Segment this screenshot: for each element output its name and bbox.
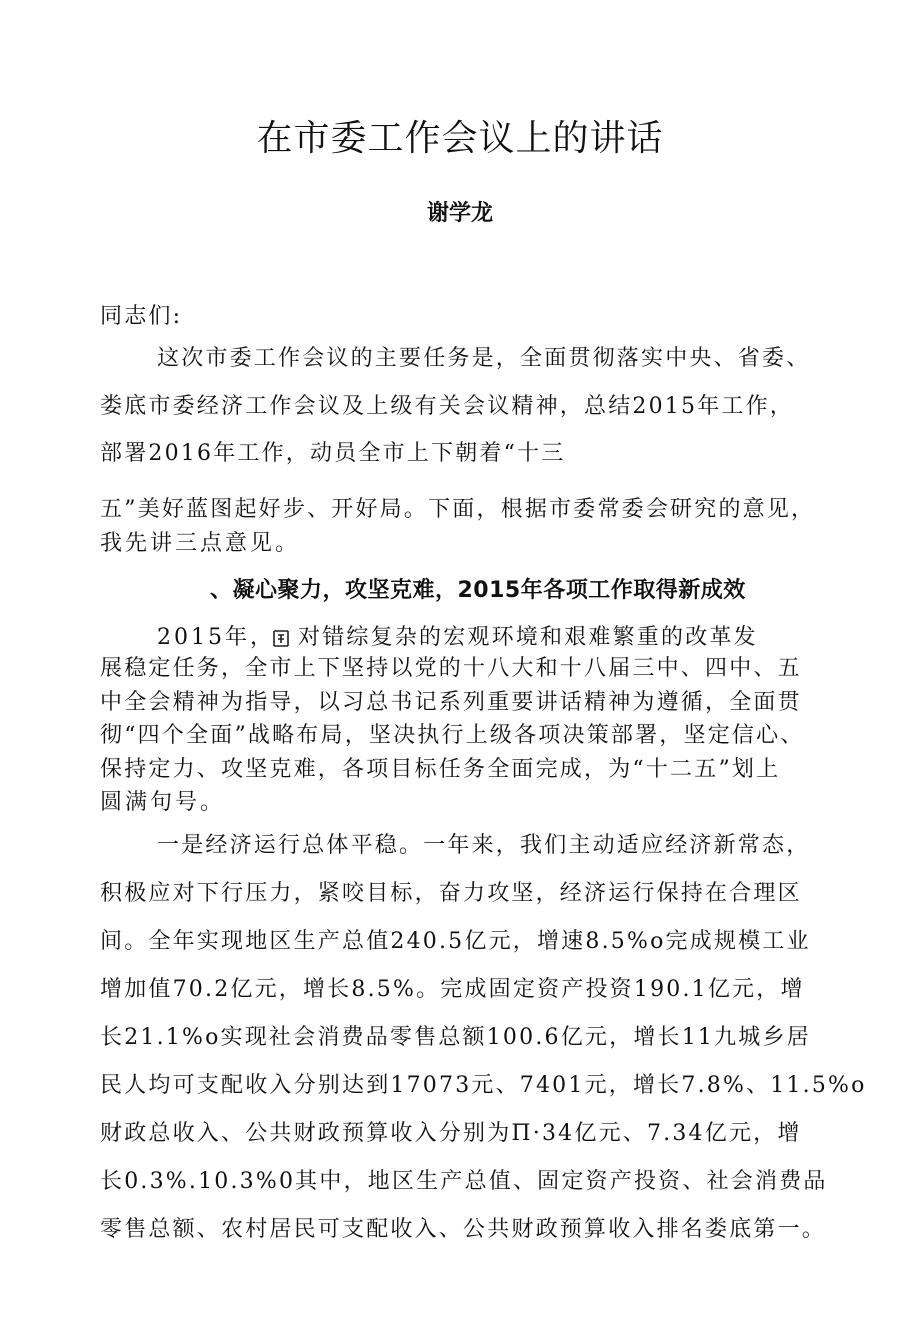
- intro-line-4: 五”美好蓝图起好步、开好局。下面，根据市委常委会研究的意见，: [100, 497, 816, 522]
- summary-line-5: 保持定力、攻坚克难，各项目标任务全面完成，为“十二五”划上: [100, 757, 781, 782]
- intro-line-3: 部署2016年工作，动员全市上下朝着“十三: [100, 441, 566, 466]
- economy-line-1: 一是经济运行总体平稳。一年来，我们主动适应经济新常态，: [157, 833, 811, 858]
- economy-line-3: 间。全年实现地区生产总值240.5亿元，增速8.5%o完成规模工业: [100, 929, 811, 954]
- economy-line-7: 财政总收入、公共财政预算收入分别为Π·34亿元、7.34亿元，增: [100, 1121, 802, 1146]
- economy-line-8: 长0.3%.10.3%0其中，地区生产总值、固定资产投资、社会消费品: [100, 1169, 828, 1194]
- economy-line-9: 零售总额、农村居民可支配收入、公共财政预算收入排名娄底第一。: [100, 1217, 827, 1242]
- summary-line-3: 中全会精神为指导，以习总书记系列重要讲话精神为遵循，全面贯: [100, 690, 802, 715]
- summary-line-4: 彻“四个全面”战略布局，坚决执行上级各项决策部署，坚定信心、: [100, 723, 805, 748]
- intro-line-5: 我先讲三点意见。: [100, 531, 301, 556]
- document-title: 在市委工作会议上的讲话: [256, 118, 664, 159]
- author-name: 谢学龙: [426, 201, 493, 226]
- handwritten-mark-icon: [272, 628, 290, 648]
- summary-line-2: 展稳定任务，全市上下坚持以党的十八大和十八届三中、四中、五: [100, 656, 802, 681]
- intro-line-1: 这次市委工作会议的主要任务是，全面贯彻落实中央、省委、: [157, 346, 811, 371]
- economy-line-4: 增加值70.2亿元，增长8.5%。完成固定资产投资190.1亿元，增: [100, 977, 805, 1002]
- intro-line-2: 娄底市委经济工作会议及上级有关会议精神，总结2015年工作，: [100, 394, 794, 419]
- economy-line-5: 长21.1%o实现社会消费品零售总额100.6亿元，增长11九城乡居: [100, 1025, 811, 1050]
- section-heading: 、凝心聚力，攻坚克难，2015年各项工作取得新成效: [210, 578, 746, 603]
- economy-line-6: 民人均可支配收入分别达到17073元、7401元，增长7.8%、11.5%o: [100, 1073, 867, 1098]
- summary-year: 2015年，: [157, 625, 275, 650]
- salutation: 同志们:: [100, 304, 183, 329]
- summary-line-1: 对错综复杂的宏观环境和艰难繁重的改革发: [298, 625, 758, 650]
- economy-line-2: 积极应对下行压力，紧咬目标，奋力攻坚，经济运行保持在合理区: [100, 881, 802, 906]
- summary-line-6: 圆满句号。: [100, 790, 226, 815]
